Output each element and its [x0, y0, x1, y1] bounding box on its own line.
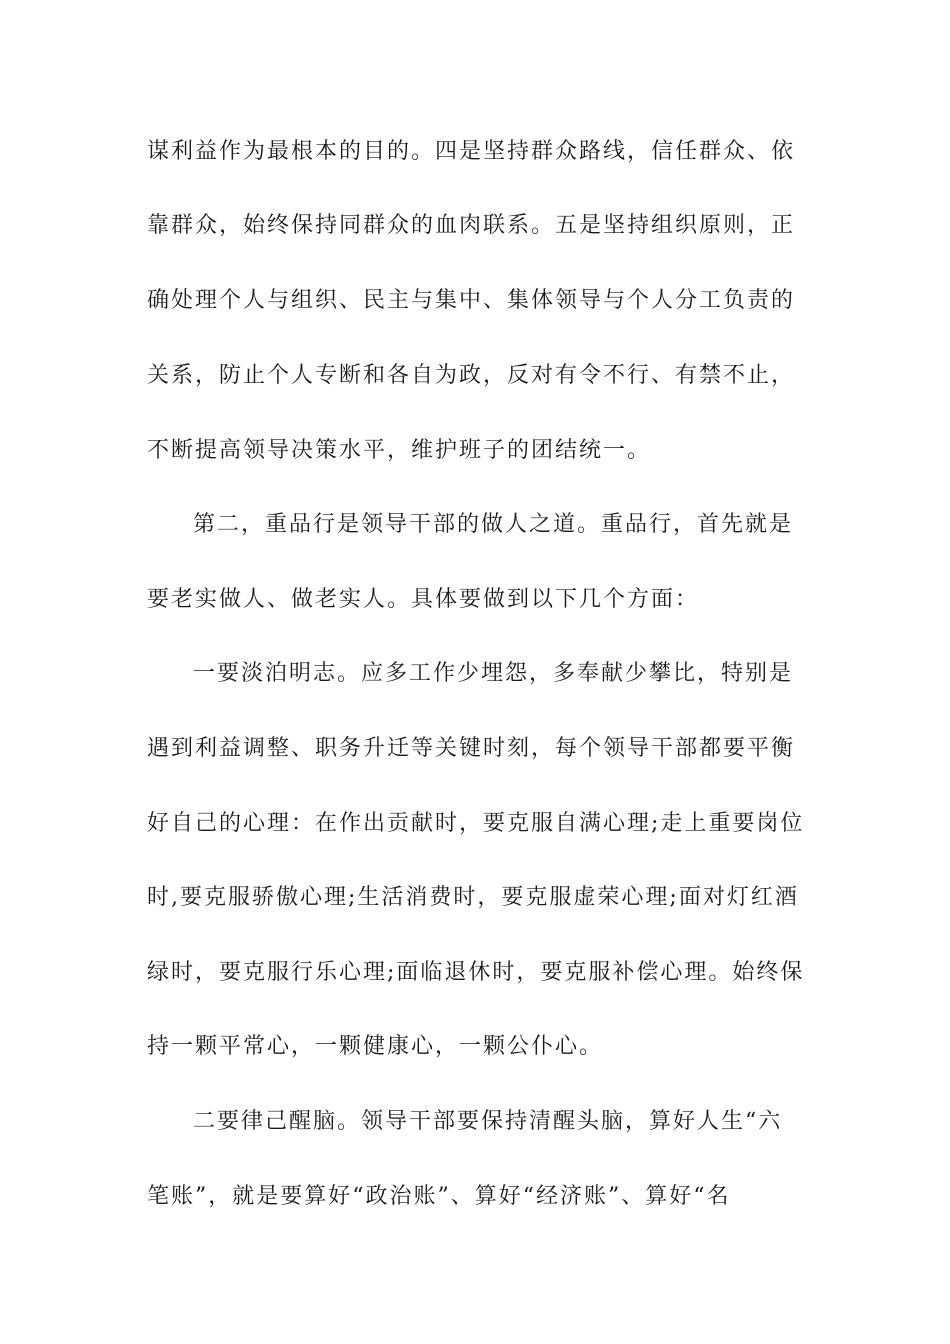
- paragraph-line: 确处理个人与组织、民主与集中、集体领导与个人分工负责的: [147, 288, 796, 313]
- paragraph-line: 时,要克服骄傲心理;生活消费时，要克服虚荣心理;面对灯红酒: [147, 885, 799, 910]
- paragraph-line: 二要律己醒脑。领导干部要保持清醒头脑，算好人生“六: [193, 1109, 783, 1134]
- paragraph-line: 好自己的心理：在作出贡献时，要克服自满心理;走上重要岗位: [147, 811, 805, 836]
- paragraph-line: 持一颗平常心，一颗健康心，一颗公仆心。: [147, 1034, 604, 1059]
- paragraph-line: 靠群众，始终保持同群众的血肉联系。五是坚持组织原则，正: [147, 213, 796, 238]
- paragraph-line: 一要淡泊明志。应多工作少埋怨，多奉献少攀比，特别是: [193, 661, 794, 686]
- paragraph-line: 不断提高领导决策水平，维护班子的团结统一。: [147, 438, 652, 463]
- paragraph-line: 笔账”，就是要算好“政治账”、算好“经济账”、算好“名: [147, 1184, 731, 1209]
- paragraph-line: 绿时，要克服行乐心理;面临退休时，要克服补偿心理。始终保: [147, 960, 805, 985]
- paragraph-line: 谋利益作为最根本的目的。四是坚持群众路线，信任群众、依: [147, 139, 796, 164]
- paragraph-line: 遇到利益调整、职务升迁等关键时刻，每个领导干部都要平衡: [147, 736, 796, 761]
- paragraph-line: 关系，防止个人专断和各自为政，反对有令不行、有禁不止，: [147, 363, 796, 388]
- paragraph-line: 第二，重品行是领导干部的做人之道。重品行，首先就是: [193, 512, 794, 537]
- paragraph-line: 要老实做人、做老实人。具体要做到以下几个方面：: [147, 587, 700, 612]
